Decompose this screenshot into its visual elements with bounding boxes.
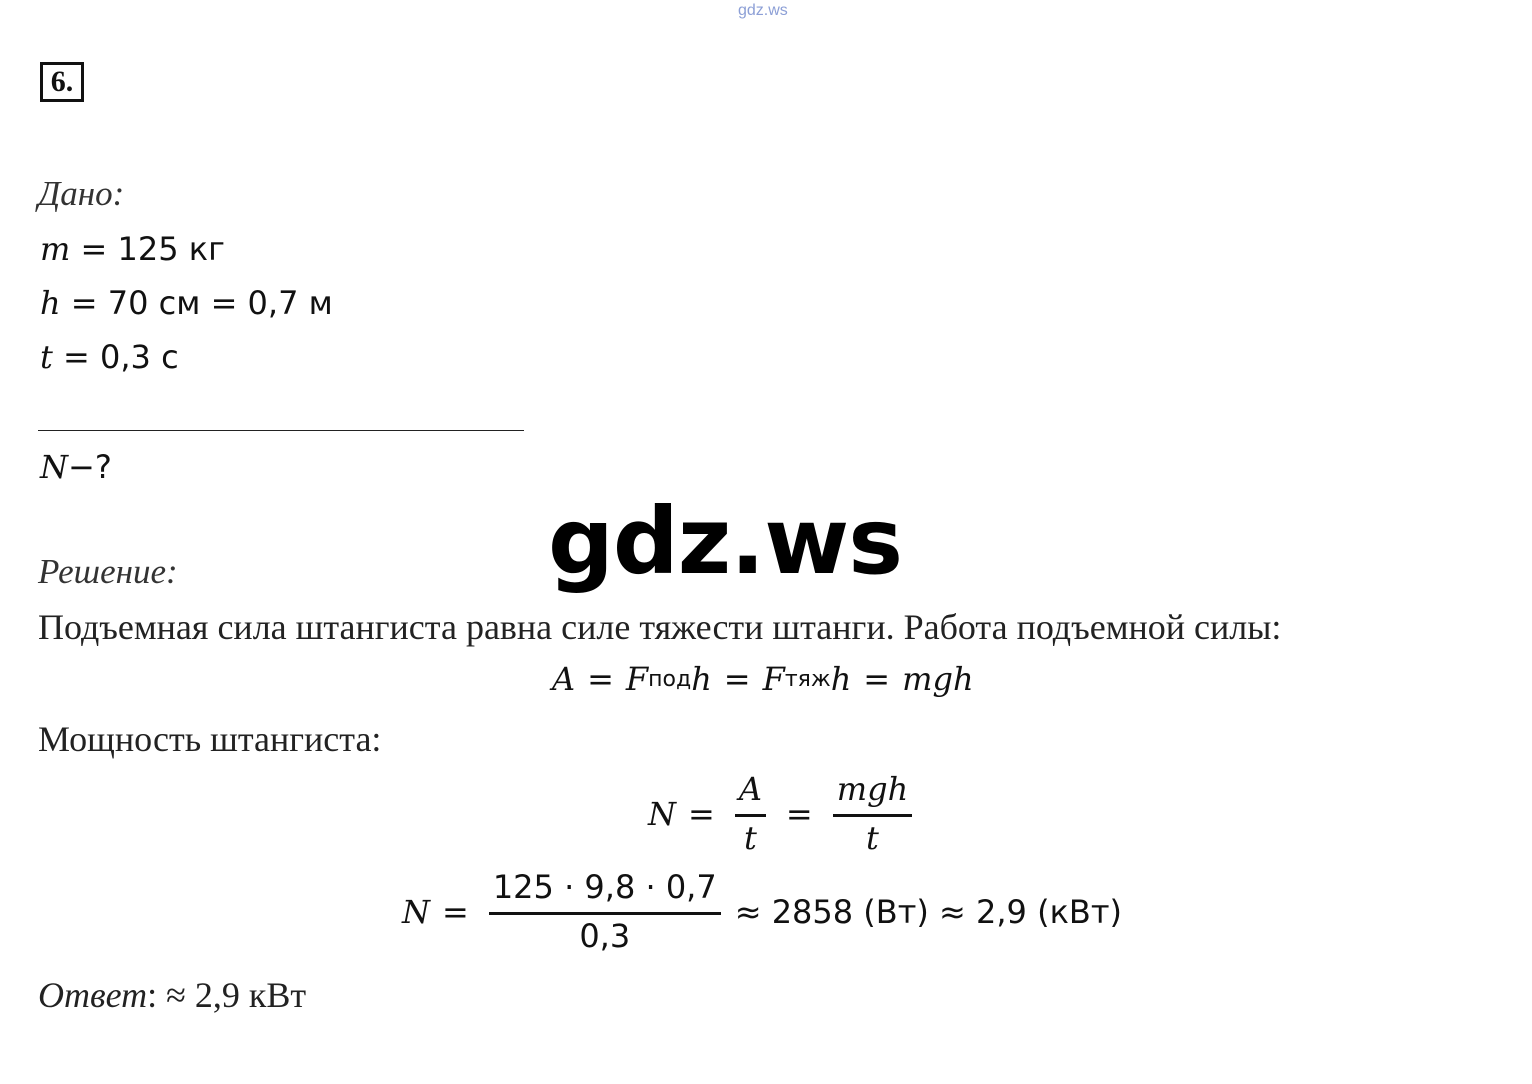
top-watermark: gdz.ws	[738, 2, 788, 19]
fraction-numerator: 125 · 9,8 · 0,7	[489, 868, 721, 915]
work-formula	[552, 660, 974, 698]
fraction-denominator: 0,3	[579, 917, 631, 955]
given-heading: Дано:	[38, 174, 125, 213]
equals-sign: =	[863, 660, 891, 698]
power-symbol: N	[40, 448, 68, 486]
equals-sign: =	[587, 660, 614, 698]
answer-label: Ответ	[38, 975, 148, 1015]
equals-sign: =	[442, 892, 469, 931]
force-symbol: F	[762, 660, 785, 698]
fraction-denominator: t	[866, 819, 879, 857]
mgh-expression: mgh	[902, 660, 974, 698]
height-symbol: h	[40, 284, 61, 322]
mass-value: = 125 кг	[70, 230, 225, 268]
height-symbol: h	[830, 660, 852, 698]
answer-value: : ≈ 2,9 кВт	[147, 975, 307, 1015]
power-calculation	[402, 868, 1122, 955]
force-symbol: F	[625, 660, 649, 698]
height-value: = 70 см = 0,7 м	[60, 284, 333, 322]
power-symbol: N	[648, 794, 676, 833]
given-height	[40, 284, 333, 322]
large-watermark: gdz.ws	[548, 488, 902, 595]
fraction-work-over-time	[735, 770, 766, 857]
answer-line	[38, 974, 306, 1016]
time-value: = 0,3 с	[52, 338, 179, 376]
fraction-numeric	[489, 868, 721, 955]
time-symbol: t	[40, 338, 53, 376]
force-subscript-gravity: тяж	[784, 666, 831, 692]
fraction-numerator: A	[735, 770, 766, 817]
power-formula	[648, 770, 920, 857]
equals-sign: =	[723, 660, 751, 698]
fraction-denominator: t	[743, 819, 757, 857]
solution-text-power: Мощность штангиста:	[38, 719, 382, 759]
equals-sign: =	[785, 794, 813, 833]
calculation-result: ≈ 2858 (Вт) ≈ 2,9 (кВт)	[734, 892, 1122, 931]
given-divider	[38, 430, 524, 431]
given-time	[40, 338, 179, 376]
equals-sign: =	[688, 794, 715, 833]
solution-heading: Решение:	[38, 552, 178, 591]
unknown-mark: −?	[68, 448, 112, 486]
height-symbol: h	[691, 660, 712, 698]
given-mass	[40, 230, 225, 268]
unknown-quantity	[40, 448, 112, 486]
mass-symbol: m	[40, 230, 71, 268]
work-symbol: A	[552, 660, 576, 698]
fraction-numerator: mgh	[833, 770, 912, 817]
power-symbol: N	[402, 892, 430, 931]
solution-text-lift-force: Подъемная сила штангиста равна силе тяжести штанги. Работа подъемной силы:	[38, 607, 1282, 647]
fraction-mgh-over-time	[833, 770, 912, 857]
problem-number: 6.	[40, 62, 84, 102]
force-subscript-lift: под	[648, 666, 692, 692]
